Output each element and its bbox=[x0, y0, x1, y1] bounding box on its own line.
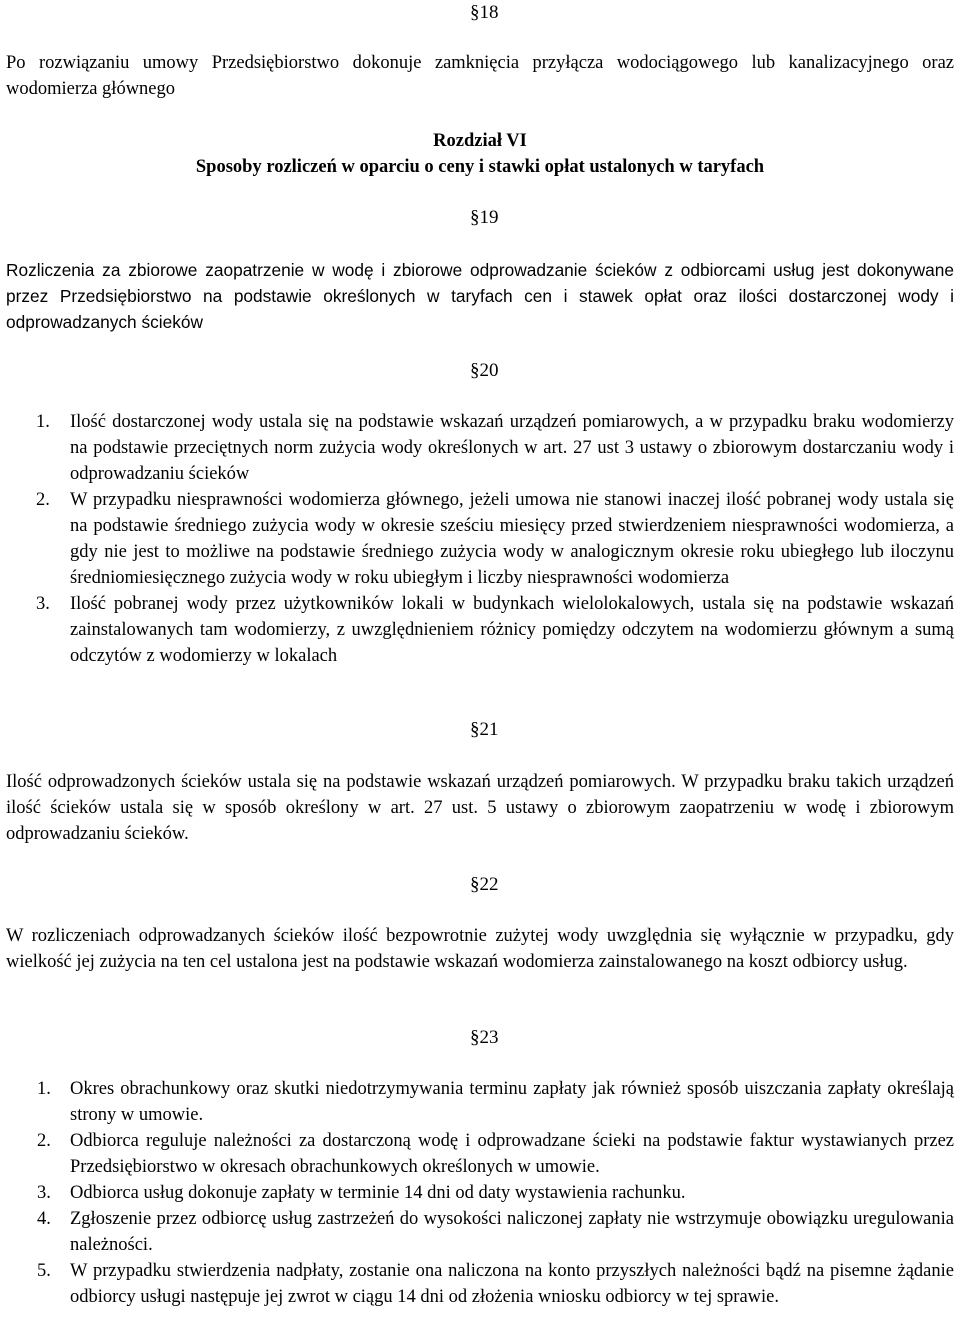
list-item-text: W przypadku stwierdzenia nadpłaty, zostanie ona naliczona na konto przyszłych należności bądź na pisemne żądanie odbiorcy usługi następuje jej zwrot w ciągu 14 dni od złożenia wniosku odbiorcy w tej sprawie. bbox=[70, 1261, 954, 1307]
list-item bbox=[6, 1206, 954, 1258]
list-item-number: 2. bbox=[37, 1131, 51, 1151]
chapter-title: Rozdział VI bbox=[433, 131, 527, 151]
paragraph-19-text: Rozliczenia za zbiorowe zaopatrzenie w wodę i zbiorowe odprowadzanie ścieków z odbiorcami usług jest dokonywane przez Przedsiębiorstwo na podstawie określonych w taryfach cen i stawek opłat oraz ilości dostarczonej wody i odprowadzanych ścieków bbox=[6, 260, 954, 332]
paragraph-22 bbox=[6, 923, 954, 975]
section-heading-22: §22 bbox=[470, 874, 499, 895]
chapter-subtitle: Sposoby rozliczeń w oparciu o ceny i stawki opłat ustalonych w taryfach bbox=[195, 157, 765, 177]
list-item-number: 3. bbox=[37, 1183, 51, 1203]
section-heading-21: §21 bbox=[470, 719, 499, 740]
list-item-text: Zgłoszenie przez odbiorcę usług zastrzeżeń do wysokości naliczonej zapłaty nie wstrzymuje obowiązku uregulowania należności. bbox=[70, 1209, 954, 1255]
paragraph-21-text: Ilość odprowadzonych ścieków ustala się na podstawie wskazań urządzeń pomiarowych. W przypadku braku takich urządzeń ilość ścieków ustala się w sposób określony w art. 27 ust. 5 ustawy o zbiorowym zaopatrzeniu w wodę i zbiorowym odprowadzaniu ścieków. bbox=[6, 772, 954, 844]
list-item-text: Odbiorca reguluje należności za dostarczoną wodę i odprowadzane ścieki na podstawie faktur wystawianych przez Przedsiębiorstwo w okresach obrachunkowych określonych w umowie. bbox=[70, 1131, 954, 1177]
section-heading-19: §19 bbox=[470, 207, 499, 228]
section-heading-23: §23 bbox=[470, 1027, 499, 1048]
section-23-list bbox=[6, 1076, 954, 1310]
paragraph-18-text: Po rozwiązaniu umowy Przedsiębiorstwo dokonuje zamknięcia przyłącza wodociągowego lub kanalizacyjnego oraz wodomierza głównego bbox=[6, 53, 954, 99]
list-item bbox=[6, 1076, 954, 1128]
paragraph-21 bbox=[6, 769, 954, 847]
list-item-number: 1. bbox=[36, 412, 50, 432]
list-item bbox=[6, 1128, 954, 1180]
list-item bbox=[6, 409, 954, 487]
list-item-number: 4. bbox=[37, 1209, 51, 1229]
numbered-list-20 bbox=[6, 409, 954, 669]
chapter-heading bbox=[6, 128, 954, 180]
paragraph-19 bbox=[6, 257, 954, 335]
list-item bbox=[6, 1258, 954, 1310]
numbered-list-23 bbox=[6, 1076, 954, 1310]
section-heading-20: §20 bbox=[470, 360, 499, 381]
list-item bbox=[6, 591, 954, 669]
list-item bbox=[6, 1180, 954, 1206]
list-item-number: 3. bbox=[36, 594, 50, 614]
list-item-text: Ilość pobranej wody przez użytkowników lokali w budynkach wielolokalowych, ustala się na podstawie wskazań zainstalowanych tam wodomierzy, z uwzględnieniem różnicy pomiędzy odczytem na wodomierzu głównym a sumą odczytów z wodomierzy w lokalach bbox=[70, 594, 954, 666]
paragraph-18 bbox=[6, 50, 954, 102]
paragraph-22-text: W rozliczeniach odprowadzanych ścieków ilość bezpowrotnie zużytej wody uwzględnia się wyłącznie w przypadku, gdy wielkość jej zużycia na ten cel ustalona jest na podstawie wskazań wodomierza zainstalowanego na koszt odbiorcy usług. bbox=[6, 926, 954, 972]
list-item-text: Ilość dostarczonej wody ustala się na podstawie wskazań urządzeń pomiarowych, a w przypadku braku wodomierzy na podstawie przeciętnych norm zużycia wody określonych w art. 27 ust 3 ustawy o zbiorowym dostarczaniu wody i odprowadzaniu ścieków bbox=[70, 412, 954, 484]
section-heading-18: §18 bbox=[470, 2, 499, 23]
list-item-text: W przypadku niesprawności wodomierza głównego, jeżeli umowa nie stanowi inaczej ilość pobranej wody ustala się na podstawie średniego zużycia wody w okresie sześciu miesięcy przed stwierdzeniem niesprawności wodomierza, a gdy nie jest to możliwe na podstawie średniego zużycia wody w analogicznym okresie roku ubiegłego lub iloczynu średniomiesięcznego zużycia wody w roku ubiegłym i liczby niesprawności wodomierza bbox=[70, 490, 954, 588]
list-item-number: 2. bbox=[36, 490, 50, 510]
list-item-number: 5. bbox=[37, 1261, 51, 1281]
section-20-list bbox=[6, 409, 954, 669]
list-item-number: 1. bbox=[37, 1079, 51, 1099]
list-item-text: Odbiorca usług dokonuje zapłaty w terminie 14 dni od daty wystawienia rachunku. bbox=[70, 1183, 686, 1203]
list-item-text: Okres obrachunkowy oraz skutki niedotrzymywania terminu zapłaty jak również sposób uiszczania zapłaty określają strony w umowie. bbox=[70, 1079, 954, 1125]
list-item bbox=[6, 487, 954, 591]
